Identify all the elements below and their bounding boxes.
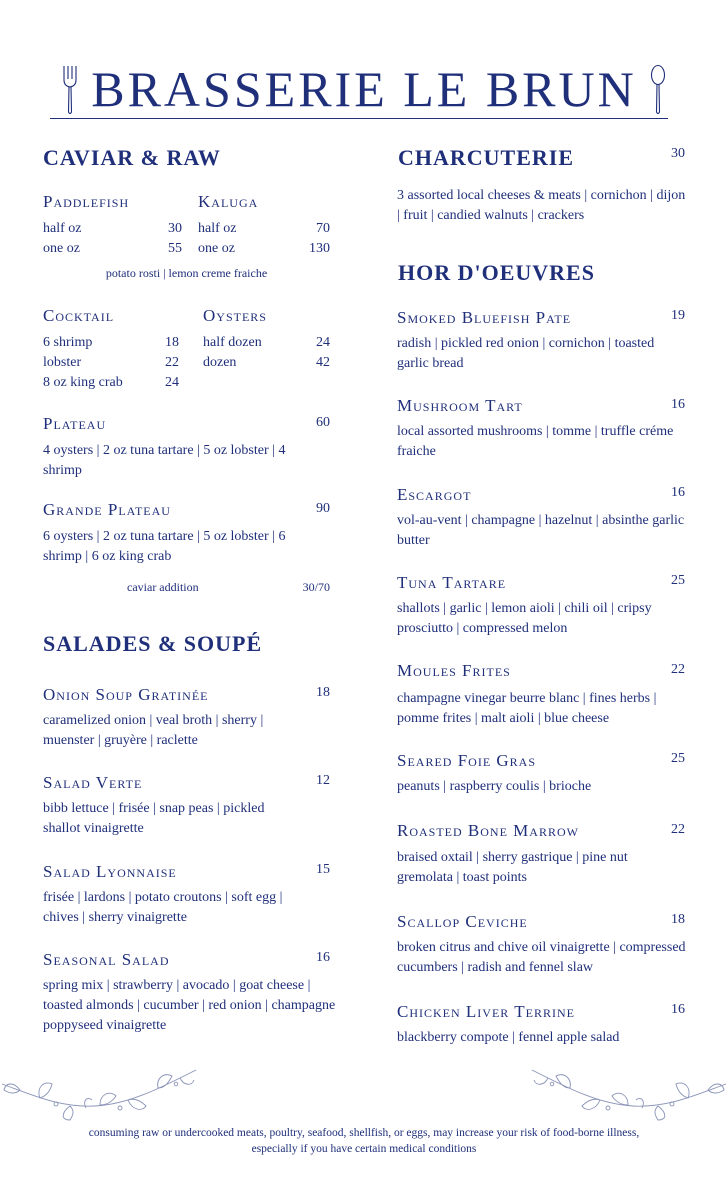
item-name-mushroom-tart: Mushroom Tart — [397, 396, 523, 415]
charcuterie-desc: 3 assorted local cheeses & meats | cornichon | dijon | fruit | candied walnuts | crackers — [397, 188, 686, 223]
item-desc-tuna-tartare: shallots | garlic | lemon aioli | chili oil | cripsy prosciutto | compressed melon — [397, 601, 652, 636]
price-row: half oz 30 — [43, 221, 182, 236]
item-desc-bluefish-pate: radish | pickled red onion | cornichon | toasted garlic bread — [397, 336, 655, 371]
item-desc-grande-plateau: 6 oysters | 2 oz tuna tartare | 5 oz lobster | 6 shrimp | 6 oz king crab — [43, 529, 286, 564]
item-name-moules-frites: Moules Frites — [397, 661, 511, 680]
caviar-accompaniment-note: potato rosti | lemon creme fraiche — [105, 266, 268, 280]
item-name-chicken-liver-terrine: Chicken Liver Terrine — [397, 1002, 575, 1021]
item-name-kaluga: Kaluga — [198, 192, 259, 211]
item-desc-salad-lyonnaise: frisée | lardons | potato croutons | soft egg | chives | sherry vinaigrette — [43, 890, 283, 925]
item-desc-moules-frites: champagne vinegar beurre blanc | fines herbs | pomme frites | malt aioli | blue cheese — [397, 691, 657, 726]
item-price-seared-foie-gras: 25 — [671, 751, 685, 766]
item-price-mushroom-tart: 16 — [671, 397, 685, 412]
price-row: half oz 70 — [198, 221, 330, 236]
food-safety-disclaimer: consuming raw or undercooked meats, poultry, seafood, shellfish, or eggs, may increase your risk of food-borne illness, especially if you have certain medical conditions — [88, 1127, 640, 1155]
charcuterie-price: 30 — [671, 146, 685, 161]
item-name-seared-foie-gras: Seared Foie Gras — [397, 751, 537, 770]
caviar-addition-label: caviar addition — [127, 580, 199, 594]
vine-ornament-right-icon — [528, 1060, 728, 1122]
item-name-scallop-ceviche: Scallop Ceviche — [397, 912, 528, 931]
item-desc-seasonal-salad: spring mix | strawberry | avocado | goat cheese | toasted almonds | cucumber | red onion | champagne poppyseed vinaigrette — [43, 978, 336, 1033]
item-price-seasonal-salad: 16 — [316, 950, 330, 965]
caviar-addition-price: 30/70 — [302, 580, 330, 594]
item-price-bluefish-pate: 19 — [671, 308, 685, 323]
price-row: one oz 55 — [43, 241, 182, 256]
item-name-plateau: Plateau — [43, 414, 107, 433]
section-heading-caviar: CAVIAR & RAW — [43, 145, 221, 170]
item-price-scallop-ceviche: 18 — [671, 912, 685, 927]
item-desc-plateau: 4 oysters | 2 oz tuna tartare | 5 oz lobster | 4 shrimp — [43, 443, 286, 478]
section-heading-hors-doeuvres: HOR D'OEUVRES — [398, 260, 595, 285]
item-name-cocktail: Cocktail — [43, 306, 115, 325]
item-name-onion-soup: Onion Soup Gratinée — [43, 685, 209, 704]
price-row: lobster 22 — [43, 355, 179, 370]
price-list-paddlefish — [43, 219, 182, 259]
item-price-salad-lyonnaise: 15 — [316, 862, 330, 877]
spoon-icon — [648, 64, 668, 116]
item-price-chicken-liver-terrine: 16 — [671, 1002, 685, 1017]
item-desc-seared-foie-gras: peanuts | raspberry coulis | brioche — [397, 779, 592, 794]
item-price-plateau: 60 — [316, 415, 330, 430]
item-desc-escargot: vol-au-vent | champagne | hazelnut | absinthe garlic butter — [397, 513, 685, 548]
item-name-salad-lyonnaise: Salad Lyonnaise — [43, 862, 177, 881]
price-list-oysters — [203, 333, 330, 373]
item-name-escargot: Escargot — [397, 485, 472, 504]
item-desc-roasted-bone-marrow: braised oxtail | sherry gastrique | pine nut gremolata | toast points — [397, 850, 628, 885]
item-desc-scallop-ceviche: broken citrus and chive oil vinaigrette | compressed cucumbers | radish and fennel slaw — [397, 940, 686, 975]
item-desc-mushroom-tart: local assorted mushrooms | tomme | truffle créme fraiche — [397, 424, 674, 459]
section-heading-salades: SALADES & SOUPÉ — [43, 631, 263, 656]
item-price-roasted-bone-marrow: 22 — [671, 822, 685, 837]
item-name-roasted-bone-marrow: Roasted Bone Marrow — [397, 821, 579, 840]
price-row: dozen 42 — [203, 355, 330, 370]
item-desc-onion-soup: caramelized onion | veal broth | sherry | muenster | gruyère | raclette — [43, 713, 264, 748]
item-price-onion-soup: 18 — [316, 685, 330, 700]
header-divider — [50, 118, 668, 119]
item-price-moules-frites: 22 — [671, 662, 685, 677]
price-row: half dozen 24 — [203, 335, 330, 350]
item-desc-chicken-liver-terrine: blackberry compote | fennel apple salad — [397, 1030, 620, 1045]
item-desc-salad-verte: bibb lettuce | frisée | snap peas | pickled shallot vinaigrette — [43, 801, 265, 836]
item-name-oysters: Oysters — [203, 306, 267, 325]
item-price-escargot: 16 — [671, 485, 685, 500]
item-name-bluefish-pate: Smoked Bluefish Pate — [397, 308, 572, 327]
item-name-paddlefish: Paddlefish — [43, 192, 130, 211]
restaurant-title: BRASSERIE LE BRUN — [91, 61, 637, 117]
price-row: one oz 130 — [198, 241, 330, 256]
item-price-tuna-tartare: 25 — [671, 573, 685, 588]
price-row: 8 oz king crab 24 — [43, 375, 179, 390]
item-name-tuna-tartare: Tuna Tartare — [397, 573, 507, 592]
item-name-salad-verte: Salad Verte — [43, 773, 143, 792]
vine-ornament-left-icon — [0, 1060, 200, 1122]
price-list-cocktail — [43, 333, 179, 393]
price-list-kaluga — [198, 219, 330, 259]
item-price-grande-plateau: 90 — [316, 501, 330, 516]
item-name-seasonal-salad: Seasonal Salad — [43, 950, 170, 969]
section-heading-charcuterie: CHARCUTERIE — [398, 145, 575, 170]
price-row: 6 shrimp 18 — [43, 335, 179, 350]
item-price-salad-verte: 12 — [316, 773, 330, 788]
item-name-grande-plateau: Grande Plateau — [43, 500, 171, 519]
